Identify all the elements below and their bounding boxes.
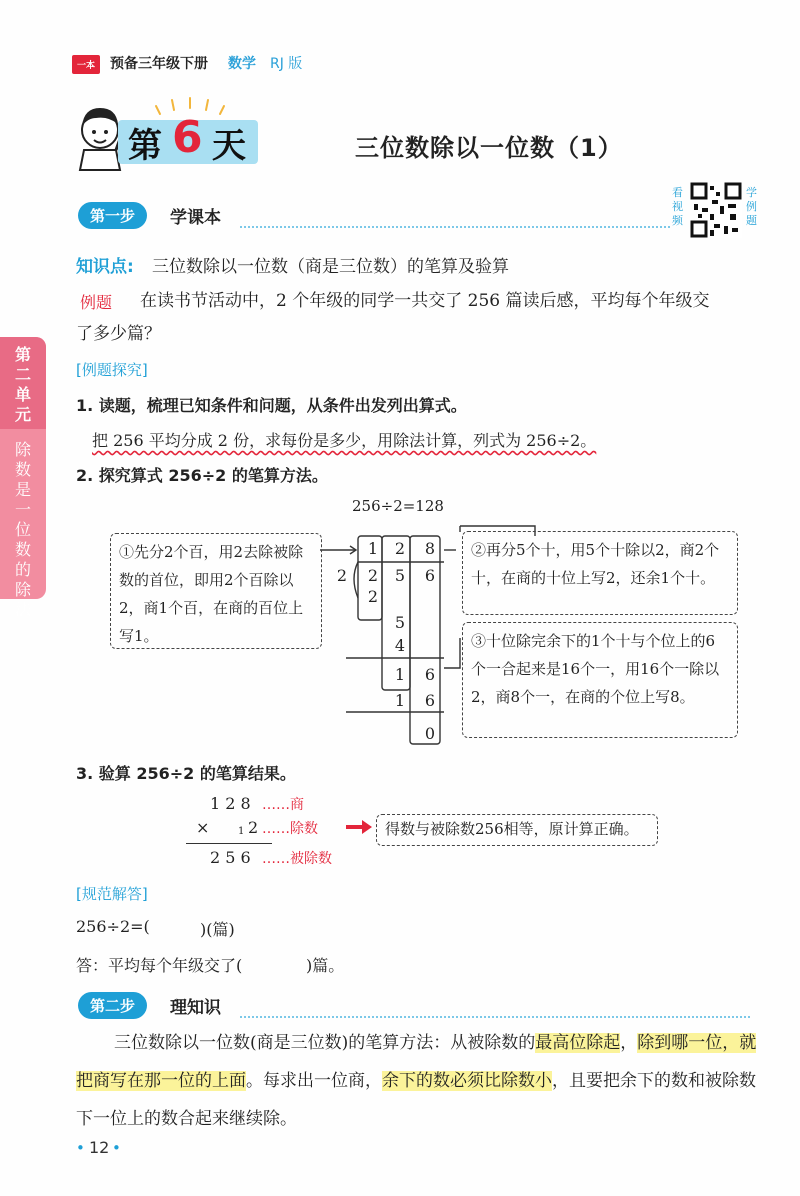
- sidebar-unit-label: 第二单元: [14, 345, 31, 424]
- verify-quotient-label: ……商: [262, 797, 304, 813]
- verify-divisor-label: ……除数: [262, 821, 318, 837]
- example-label: 例题: [80, 293, 113, 312]
- qr-right-text: 学例题: [746, 186, 757, 227]
- p2-title: 2. 探究算式 256÷2 的笔算方法。: [76, 466, 328, 485]
- verify-conclusion: 得数与被除数256相等，原计算正确。: [376, 814, 658, 846]
- summary-highlight: 余下的数必须比除数小: [382, 1071, 552, 1091]
- work-digit: 0: [424, 724, 436, 743]
- day-number: 6: [172, 112, 203, 163]
- explain-box-1: ①先分2个百，用2去除被除数的首位，即用2个百除以2，商1个百，在商的百位上写1。: [110, 533, 322, 649]
- summary-highlight: 除到哪一位，就把商写在那一位的上面: [76, 1033, 757, 1091]
- header-subject: 数学: [228, 56, 256, 72]
- work-digit: 2: [367, 587, 379, 606]
- explain-box-2: ②再分5个十，用5个十除以2，商2个十，在商的十位上写2，还余1个十。: [462, 531, 738, 615]
- work-digit: 6: [424, 665, 436, 684]
- work-digit: 5: [394, 613, 406, 632]
- day-suffix: 天: [212, 126, 246, 166]
- header-version: RJ 版: [270, 56, 303, 72]
- sidebar-topic-label: 除数是一位数的除法: [14, 440, 31, 619]
- summary-text: ，: [620, 1033, 638, 1053]
- verify-dividend-label: ……被除数: [262, 851, 332, 867]
- page-number-bullet-right: •: [112, 1139, 121, 1157]
- header-grade: 预备三年级下册: [110, 56, 208, 72]
- dividend-digit: 5: [394, 566, 406, 585]
- step2-name: 理知识: [170, 998, 221, 1018]
- verify-product: 1 2 8: [210, 794, 251, 813]
- knowledge-text: 三位数除以一位数（商是三位数）的笔算及验算: [152, 257, 509, 277]
- work-digit: 4: [394, 636, 406, 655]
- answer-equation-left: 256÷2=(: [76, 917, 150, 936]
- answer-sentence-right: )篇。: [306, 956, 345, 975]
- work-digit: 6: [424, 691, 436, 710]
- summary-text: 。每求出一位商，: [246, 1071, 382, 1091]
- summary-paragraph: [76, 1024, 762, 1138]
- summary-text: 三位数除以一位数(商是三位数)的笔算方法：从被除数的: [114, 1033, 536, 1053]
- step1-divider: [240, 226, 670, 228]
- step1-badge: 第一步: [78, 202, 147, 229]
- explain-box-3: ③十位除完余下的1个十与个位上的6个一合起来是16个一，用16个一除以2，商8个一，在商的个位上写8。: [462, 622, 738, 738]
- verify-divisor: 2: [248, 818, 259, 837]
- p2-equation: 256÷2=128: [352, 497, 444, 515]
- step1-name: 学课本: [170, 208, 221, 228]
- verify-dividend: 2 5 6: [210, 848, 251, 867]
- arrow-right-icon: [346, 820, 372, 834]
- brand-logo: 一本: [72, 55, 100, 74]
- verify-carry: 1: [238, 826, 245, 837]
- knowledge-label: 知识点:: [76, 257, 134, 277]
- divisor-digit: 2: [336, 566, 348, 585]
- dividend-digit: 6: [424, 566, 436, 585]
- verify-times-sign: ×: [196, 818, 210, 837]
- summary-text: ，且要把余下的数和被除数下一位上的数合起来继续除。: [76, 1071, 756, 1129]
- dividend-digit: 2: [367, 566, 379, 585]
- quotient-digit: 2: [394, 539, 406, 558]
- page-number-bullet-left: •: [76, 1139, 85, 1157]
- work-digit: 1: [394, 665, 406, 684]
- answer-tag: [规范解答]: [76, 885, 148, 903]
- p1-text: 把 256 平均分成 2 份，求每份是多少，用除法计算，列式为 256÷2。: [92, 431, 597, 450]
- p3-title: 3. 验算 256÷2 的笔算结果。: [76, 764, 296, 783]
- explore-tag: [例题探究]: [76, 361, 148, 379]
- page-number: 12: [89, 1138, 110, 1157]
- day-prefix: 第: [128, 126, 162, 166]
- answer-equation-right: )(篇): [200, 920, 235, 939]
- quotient-digit: 8: [424, 539, 436, 558]
- lesson-title: 三位数除以一位数（1）: [355, 134, 623, 162]
- p1-title: 1. 读题，梳理已知条件和问题，从条件出发列出算式。: [76, 396, 467, 415]
- example-line1: 在读书节活动中，2 个年级的同学一共交了 256 篇读后感，平均每个年级交: [140, 291, 710, 311]
- work-digit: 1: [394, 691, 406, 710]
- step2-badge: 第二步: [78, 992, 147, 1019]
- qr-code-icon[interactable]: [690, 182, 742, 238]
- qr-left-text: 看视频: [672, 186, 683, 227]
- answer-sentence-left: 答：平均每个年级交了(: [76, 956, 243, 975]
- example-line2: 了多少篇？: [76, 324, 161, 344]
- quotient-digit: 1: [367, 539, 379, 558]
- verify-rule: [186, 843, 272, 844]
- step2-divider: [240, 1016, 750, 1018]
- summary-highlight: 最高位除起: [535, 1033, 621, 1053]
